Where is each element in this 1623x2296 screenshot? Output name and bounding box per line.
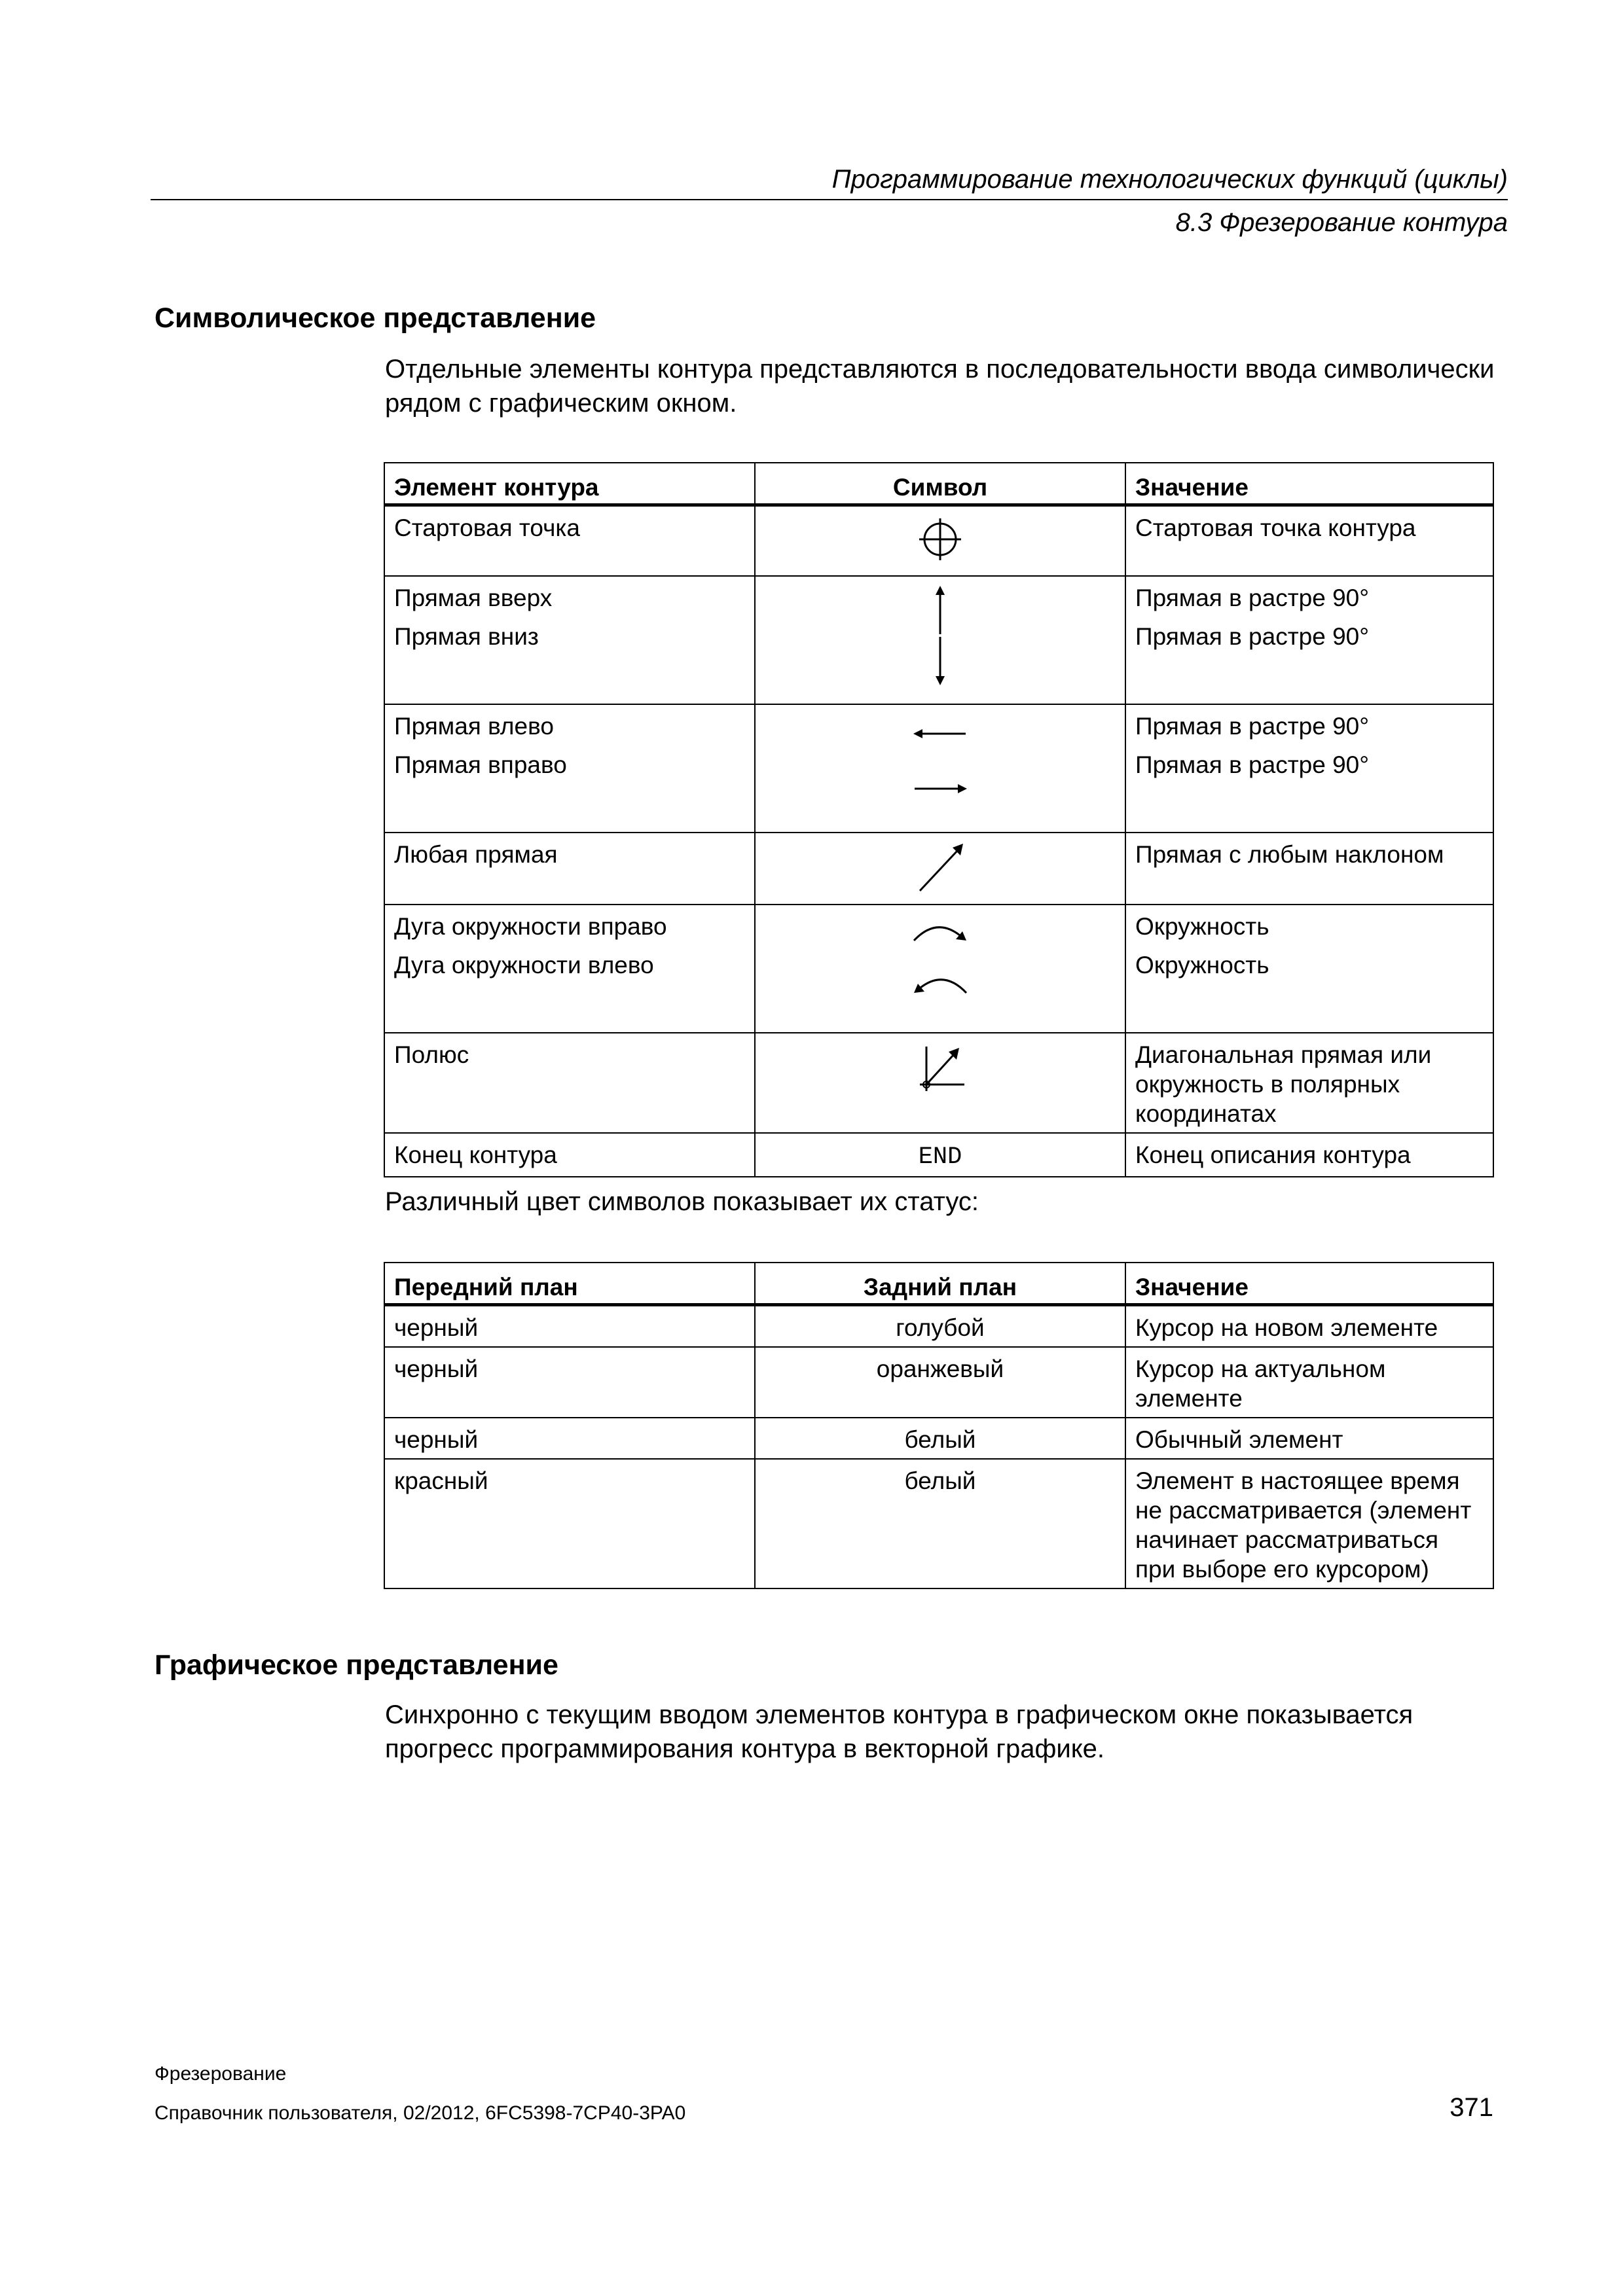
arrow-left-icon (911, 721, 970, 747)
meaning-cell (1125, 1033, 1493, 1133)
section-title-header: 8.3 Фрезерование контура (1175, 208, 1508, 237)
arc-left-icon (907, 968, 973, 1001)
meaning-cell (1125, 505, 1493, 576)
status-table (384, 1262, 1494, 1589)
symbols-table (384, 462, 1494, 1177)
table-row (384, 1418, 1493, 1459)
meaning-text: Прямая с любым наклоном (1135, 840, 1444, 868)
table-row (384, 1347, 1493, 1418)
symbol-cell (755, 576, 1125, 704)
meaning-text: Конец описания контура (1135, 1141, 1411, 1168)
element-cell (384, 704, 755, 833)
table-row (384, 704, 1493, 833)
col-header-foreground: Передний план (384, 1263, 755, 1305)
element-cell (384, 833, 755, 905)
arrow-right-icon (911, 776, 970, 802)
element-text: Полюс (394, 1041, 469, 1068)
background-cell: белый (755, 1418, 1125, 1459)
symbol-cell (755, 505, 1125, 576)
element-text: Конец контура (394, 1141, 557, 1168)
table-row (384, 1033, 1493, 1133)
meaning-cell: Элемент в настоящее время не рассматривается (элемент начинает рассматриваться при выборе его курсором) (1125, 1459, 1493, 1588)
element-text: Дуга окружности влево (394, 951, 654, 978)
footer-title: Фрезерование (155, 2063, 287, 2085)
element-cell (384, 1133, 755, 1177)
element-text: Любая прямая (394, 840, 558, 868)
table-row (384, 833, 1493, 905)
table-row (384, 576, 1493, 704)
arrow-down-icon (921, 636, 960, 688)
meaning-cell (1125, 576, 1493, 704)
meaning-text: Диагональная прямая или окружность в полярных координатах (1135, 1041, 1432, 1127)
element-cell (384, 576, 755, 704)
pole-icon (911, 1040, 970, 1099)
meaning-cell (1125, 833, 1493, 905)
symbol-cell (755, 1033, 1125, 1133)
graphic-text: Синхронно с текущим вводом элементов контура в графическом окне показывается прогресс программирования контура в векторной графике. (385, 1700, 1413, 1763)
end-symbol-text: END (918, 1143, 962, 1171)
header-rule (151, 199, 1508, 200)
symbol-cell (755, 704, 1125, 833)
element-text: Прямая вверх (394, 584, 553, 611)
col-header-meaning: Значение (1125, 1263, 1493, 1305)
meaning-text: Прямая в растре 90° (1135, 584, 1370, 611)
symbol-cell (755, 1133, 1125, 1177)
table-row (384, 905, 1493, 1033)
table-row (384, 1459, 1493, 1588)
graphic-heading: Графическое представление (155, 1649, 558, 1681)
foreground-cell: красный (384, 1459, 755, 1588)
symbol-cell (755, 833, 1125, 905)
element-text: Прямая вниз (394, 622, 539, 650)
meaning-text: Окружность (1135, 912, 1269, 940)
col-header-background: Задний план (755, 1263, 1125, 1305)
meaning-text: Окружность (1135, 951, 1269, 978)
background-cell: белый (755, 1459, 1125, 1588)
element-text: Дуга окружности вправо (394, 912, 667, 940)
table-header-row (384, 1263, 1493, 1305)
table-row (384, 1133, 1493, 1177)
symbol-cell (755, 905, 1125, 1033)
meaning-cell: Обычный элемент (1125, 1418, 1493, 1459)
footer-publication: Справочник пользователя, 02/2012, 6FC5398-7CP40-3PA0 (155, 2102, 686, 2124)
meaning-cell (1125, 905, 1493, 1033)
foreground-cell: черный (384, 1418, 755, 1459)
col-header-symbol: Символ (755, 463, 1125, 505)
meaning-cell (1125, 704, 1493, 833)
element-cell (384, 505, 755, 576)
chapter-title: Программирование технологических функций (циклы) (831, 165, 1508, 194)
meaning-cell: Курсор на новом элементе (1125, 1305, 1493, 1348)
foreground-cell: черный (384, 1305, 755, 1348)
meaning-cell: Курсор на актуальном элементе (1125, 1347, 1493, 1418)
symbolic-heading: Символическое представление (155, 302, 596, 334)
col-header-meaning: Значение (1125, 463, 1493, 505)
symbolic-intro: Отдельные элементы контура представляются в последовательности ввода символически рядом с графическим окном. (385, 355, 1495, 418)
element-cell (384, 1033, 755, 1133)
table-row (384, 505, 1493, 576)
table-row (384, 1305, 1493, 1348)
meaning-text: Прямая в растре 90° (1135, 622, 1370, 650)
status-intro: Различный цвет символов показывает их статус: (385, 1187, 979, 1216)
background-cell: голубой (755, 1305, 1125, 1348)
element-text: Прямая влево (394, 712, 554, 740)
col-header-element: Элемент контура (384, 463, 755, 505)
element-text: Стартовая точка (394, 514, 580, 541)
background-cell: оранжевый (755, 1347, 1125, 1418)
element-cell (384, 905, 755, 1033)
arrow-diagonal-icon (911, 840, 970, 895)
crosshair-circle-icon (911, 513, 970, 565)
element-text: Прямая вправо (394, 751, 567, 778)
foreground-cell: черный (384, 1347, 755, 1418)
meaning-text: Прямая в растре 90° (1135, 751, 1370, 778)
meaning-cell (1125, 1133, 1493, 1177)
table-header-row (384, 463, 1493, 505)
arrow-up-icon (921, 583, 960, 636)
arc-right-icon (907, 916, 973, 948)
page-number: 371 (1450, 2093, 1493, 2122)
meaning-text: Прямая в растре 90° (1135, 712, 1370, 740)
meaning-text: Стартовая точка контура (1135, 514, 1416, 541)
